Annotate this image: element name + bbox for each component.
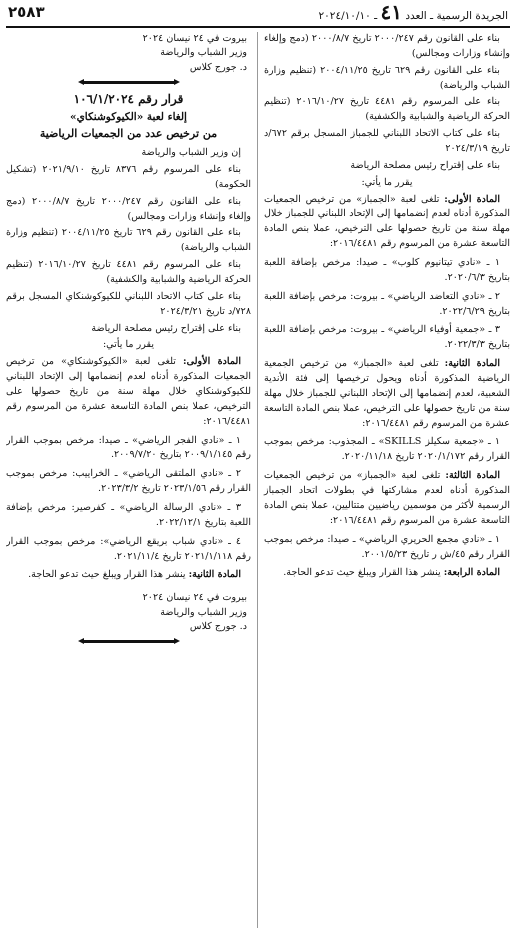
article-text: تلغى لعبة «الجمباز» من ترخيص الجمعية الرياضية المذكورة أدناه ويحول ترخيصها إلى فئة الأندية الشعبية، لعدم إنضمامها إلى الإتحاد اللبناني للجمباز خلال مهلة سنة من تاريخ حصولها على الترخيص، عملا بنص المادة التاسعة عشرة من المرسوم رقم ٢٠١٦/٤٤٨١:: [264, 358, 510, 429]
list-item: ٣ ـ «نادي الرسالة الرياضي» ـ كفرصير: مرخص بإضافة اللعبة بتاريخ ٢٠٢٢/١٢/١.: [6, 501, 251, 528]
decree-subtitle: إلغاء لعبة «الكيوكوشنكاي»: [70, 110, 187, 123]
article-text: ينشر هذا القرار ويبلغ حيث تدعو الحاجة.: [283, 567, 441, 579]
article-label: المادة الثالثة:: [445, 470, 500, 482]
issue-date: ـ ٢٠٢٤/١٠/١٠: [318, 9, 378, 22]
header-publication: [319, 2, 508, 24]
issue-number: ٤١: [380, 0, 402, 24]
list-item: ٣ ـ «جمعية أوفياء الرياضي» ـ بيروت: مرخص بإضافة اللعبة بتاريخ ٢٠٢٢/٣/٣.: [264, 324, 510, 351]
signature-title: وزير الشباب والرياضة: [160, 47, 247, 59]
columns: [6, 32, 510, 928]
article-3: [264, 469, 510, 528]
section-divider: [6, 81, 251, 84]
preamble-item: بناء على القانون رقم ٢٠٠٠/٢٤٧ تاريخ ٢٠٠٠/٨/٧ (دمج وإلغاء وإنشاء وزارات ومجالس): [6, 195, 251, 222]
preamble-item: بناء على القانون رقم ٦٢٩ تاريخ ٢٠٠٤/١١/٢٥ (تنظيم وزارة الشباب والرياضة): [264, 64, 510, 91]
page-number: ٢٥٨٣: [8, 2, 45, 21]
preamble-item: بناء على كتاب الاتحاد اللبناني للجمباز المسجل برقم ٦٧٢/د تاريخ ٢٠٢٤/٣/١٩: [264, 128, 510, 155]
decides-line: يقرر ما يأتي:: [361, 176, 413, 188]
article-text: تلغى لعبة «الجمباز» من ترخيص الجمعيات المذكورة أدناه لعدم مشاركتها في بطولات اتحاد الجمباز الرسمية لأكثر من موسمين رياضيين متتاليين، عملا بنص المادة التاسعة عشرة من المرسوم رقم ٢٠١٦/٤٤٨١:: [264, 470, 510, 526]
preamble-item: بناء على المرسوم رقم ٤٤٨١ تاريخ ٢٠١٦/١٠/٢٧ (تنظيم الحركة الرياضية والشبابية والكشفية): [6, 259, 251, 285]
preamble-item: بناء على القانون رقم ٢٠٠٠/٢٤٧ تاريخ ٢٠٠٠/٨/٧ (دمج وإلغاء وإنشاء وزارات ومجالس): [264, 33, 510, 59]
preamble-item: بناء على إقتراح رئيس مصلحة الرياضة: [91, 322, 241, 334]
article-label: المادة الثانية:: [444, 358, 500, 370]
decides-line: يقرر ما يأتي:: [102, 339, 155, 351]
preamble-item: بناء على القانون رقم ٦٢٩ تاريخ ٢٠٠٤/١١/٢٥ (تنظيم وزارة الشباب والرياضة): [6, 227, 251, 254]
preamble-item: بناء على كتاب الاتحاد اللبناني للكيوكوشنكاي المسجل برقم ٧٢٨/د تاريخ ٢٠٢٤/٣/٢١: [6, 290, 251, 317]
list-item: ٢ ـ «نادي التعاضد الرياضي» ـ بيروت: مرخص بإضافة اللعبة بتاريخ ٢٠٢٢/٦/٢٩.: [264, 290, 510, 317]
list-item: ١ ـ «نادي مجمع الحريري الرياضي» ـ صيدا: مرخص بموجب القرار رقم ٤٥/ش ر تاريخ ٢٠٠١/٥/٢٣.: [264, 533, 510, 560]
signature-block: [6, 591, 251, 634]
list-item: ١ ـ «نادي تيتانيوم كلوب» ـ صيدا: مرخص بإضافة اللعبة بتاريخ ٢٠٢٠/٦/٣.: [264, 257, 510, 283]
list-item: ١ ـ «جمعية سكيلز SKILLS» ـ المجذوب: مرخص بموجب القرار رقم ٢٠٢٠/١/١٧٢ تاريخ ٢٠٢٠/١١/١٨.: [264, 436, 510, 463]
list-item: ٢ ـ «نادي الملتقى الرياضي» ـ الخراييب: مرخص بموجب القرار رقم ٢٠٢٣/١/٥٦ تاريخ ٢٠٢٣/٣/٢.: [6, 468, 251, 495]
signature-block: [6, 32, 251, 75]
page-header: [6, 0, 510, 28]
article-label: المادة الرابعة:: [443, 567, 500, 579]
list-item: ٤ ـ «نادي شباب بريقع الرياضي»: مرخص بموجب القرار رقم ٢٠٢١/١/١١٨ تاريخ ٢٠٢١/١١/٤.: [6, 535, 251, 562]
article-label: المادة الثانية:: [188, 569, 241, 581]
article-text: ينشر هذا القرار ويبلغ حيث تدعو الحاجة.: [28, 569, 186, 581]
article-label: المادة الأولى:: [444, 193, 500, 205]
preamble-item: بناء على إقتراح رئيس مصلحة الرياضة: [350, 159, 500, 171]
right-column: [258, 32, 510, 928]
article-1: [6, 355, 251, 429]
article-1: [264, 193, 510, 252]
preamble-item: بناء على المرسوم رقم ٤٤٨١ تاريخ ٢٠١٦/١٠/٢٧ (تنظيم الحركة الرياضية والشبابية والكشفية): [264, 96, 510, 123]
article-4: [264, 566, 510, 581]
publication-name: الجريدة الرسمية ـ العدد: [405, 9, 508, 22]
signature-place-date: بيروت في ٢٤ نيسان ٢٠٢٤: [142, 592, 247, 604]
signature-place-date: بيروت في ٢٤ نيسان ٢٠٢٤: [142, 33, 247, 44]
article-text: تلغى لعبة «الجمباز» من ترخيص الجمعيات المذكورة أدناه لعدم إنضمامها إلى الإتحاد اللبناني للجمباز خلال مهلة سنة من تاريخ حصولها على الترخيص، عملا بنص المادة التاسعة عشرة من المرسوم رقم ٢٠١٦/٤٤٨١:: [264, 193, 510, 250]
article-2: [6, 568, 251, 583]
list-item: ١ ـ «نادي الفجر الرياضي» ـ صيدا: مرخص بموجب القرار رقم ٢٠٠٩/١/١٤٥ بتاريخ ٢٠٠٩/٧/٢٠.: [6, 434, 251, 461]
preamble-item: بناء على المرسوم رقم ٨٣٧٦ تاريخ ٢٠٢١/٩/١٠ (تشكيل الحكومة): [6, 163, 251, 190]
minister-intro: إن وزير الشباب والرياضة: [141, 147, 241, 159]
decree-subtitle-2: من ترخيص عدد من الجمعيات الرياضية: [39, 127, 218, 141]
article-2: [264, 357, 510, 431]
section-divider: [6, 640, 251, 643]
decree-title: قرار رقم ١٠٦/١/٢٠٢٤: [73, 92, 184, 107]
signature-name: د. جورج كلاس: [189, 621, 247, 633]
signature-name: د. جورج كلاس: [189, 61, 247, 73]
article-label: المادة الأولى:: [183, 356, 241, 368]
signature-title: وزير الشباب والرياضة: [160, 606, 247, 618]
left-column: [6, 32, 258, 928]
article-text: تلغى لعبة «الكيوكوشنكاي» من ترخيص الجمعيات المذكورة أدناه لعدم إنضمامها إلى الإتحاد اللبناني للكيوكوشنكاي خلال مهلة سنة من تاريخ حصولها على الترخيص، عملا بنص المادة التاسعة عشرة من المرسوم رقم ٢٠١٦/٤٤٨١:: [6, 356, 251, 427]
